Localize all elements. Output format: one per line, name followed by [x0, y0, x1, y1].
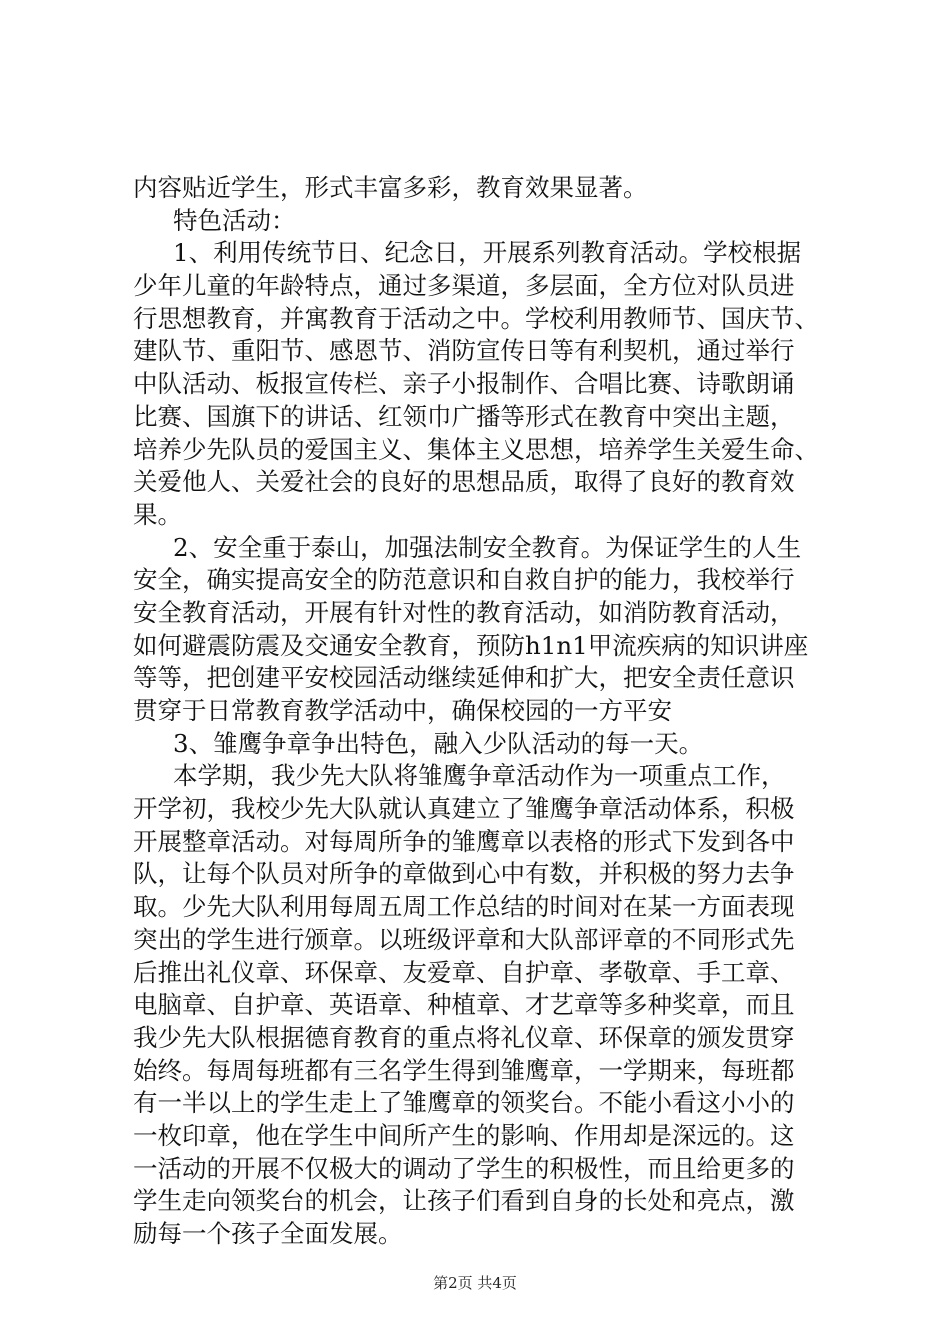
text-line: 果。 — [133, 499, 182, 529]
text-line: 开展整章活动。对每周所争的雏鹰章以表格的形式下发到各中 — [133, 826, 795, 856]
text-line: 少年儿童的年龄特点，通过多渠道，多层面，全方位对队员进 — [133, 271, 795, 301]
text-line: 培养少先队员的爱国主义、集体主义思想，培养学生关爱生命、 — [133, 434, 819, 464]
text-line: 中队活动、板报宣传栏、亲子小报制作、合唱比赛、诗歌朗诵 — [133, 369, 795, 399]
text-line: 电脑章、自护章、英语章、种植章、才艺章等多种奖章，而且 — [133, 990, 795, 1020]
text-line: 一枚印章，他在学生中间所产生的影响、作用却是深远的。这 — [133, 1120, 795, 1150]
text-line: 如何避震防震及交通安全教育，预防h1n1甲流疾病的知识讲座 — [133, 630, 809, 660]
text-line: 学生走向领奖台的机会，让孩子们看到自身的长处和亮点，激 — [133, 1186, 795, 1216]
text-line: 我少先大队根据德育教育的重点将礼仪章、环保章的颁发贯穿 — [133, 1022, 795, 1052]
section-heading: 特色活动： — [173, 205, 296, 235]
text-line: 安全教育活动，开展有针对性的教育活动，如消防教育活动， — [133, 597, 795, 627]
text-line: 队，让每个队员对所争的章做到心中有数，并积极的努力去争 — [133, 859, 795, 889]
text-line: 建队节、重阳节、感恩节、消防宣传日等有利契机，通过举行 — [133, 336, 795, 366]
text-line: 行思想教育，并寓教育于活动之中。学校利用教师节、国庆节、 — [133, 303, 819, 333]
text-line: 等等，把创建平安校园活动继续延伸和扩大，把安全责任意识 — [133, 663, 795, 693]
text-line: 2、安全重于泰山，加强法制安全教育。为保证学生的人生 — [173, 532, 802, 562]
text-line: 一活动的开展不仅极大的调动了学生的积极性，而且给更多的 — [133, 1153, 795, 1183]
text-line: 1、利用传统节日、纪念日，开展系列教育活动。学校根据 — [173, 238, 802, 268]
text-line: 内容贴近学生，形式丰富多彩，教育效果显著。 — [133, 173, 648, 202]
text-line: 励每一个孩子全面发展。 — [133, 1219, 403, 1248]
text-line: 本学期，我少先大队将雏鹰争章活动作为一项重点工作， — [173, 761, 786, 791]
text-line: 后推出礼仪章、环保章、友爱章、自护章、孝敬章、手工章、 — [133, 957, 795, 987]
text-line: 关爱他人、关爱社会的良好的思想品质，取得了良好的教育效 — [133, 467, 795, 497]
text-line: 开学初，我校少先大队就认真建立了雏鹰争章活动体系，积极 — [133, 794, 795, 824]
text-line: 突出的学生进行颁章。以班级评章和大队部评章的不同形式先 — [133, 924, 795, 954]
text-line: 3、雏鹰争章争出特色，融入少队活动的每一天。 — [173, 728, 704, 758]
document-body — [133, 172, 833, 1251]
text-line: 安全，确实提高安全的防范意识和自救自护的能力，我校举行 — [133, 565, 795, 595]
text-line: 有一半以上的学生走上了雏鹰章的领奖台。不能小看这小小的 — [133, 1088, 795, 1118]
text-line: 比赛、国旗下的讲话、红领巾广播等形式在教育中突出主题， — [133, 401, 795, 431]
page-number-footer: 第2页 共4页 — [433, 1274, 517, 1292]
text-line: 贯穿于日常教育教学活动中，确保校园的一方平安 — [133, 696, 672, 725]
text-line: 始终。每周每班都有三名学生得到雏鹰章，一学期来，每班都 — [133, 1055, 795, 1085]
text-line: 取。少先大队利用每周五周工作总结的时间对在某一方面表现 — [133, 892, 795, 922]
